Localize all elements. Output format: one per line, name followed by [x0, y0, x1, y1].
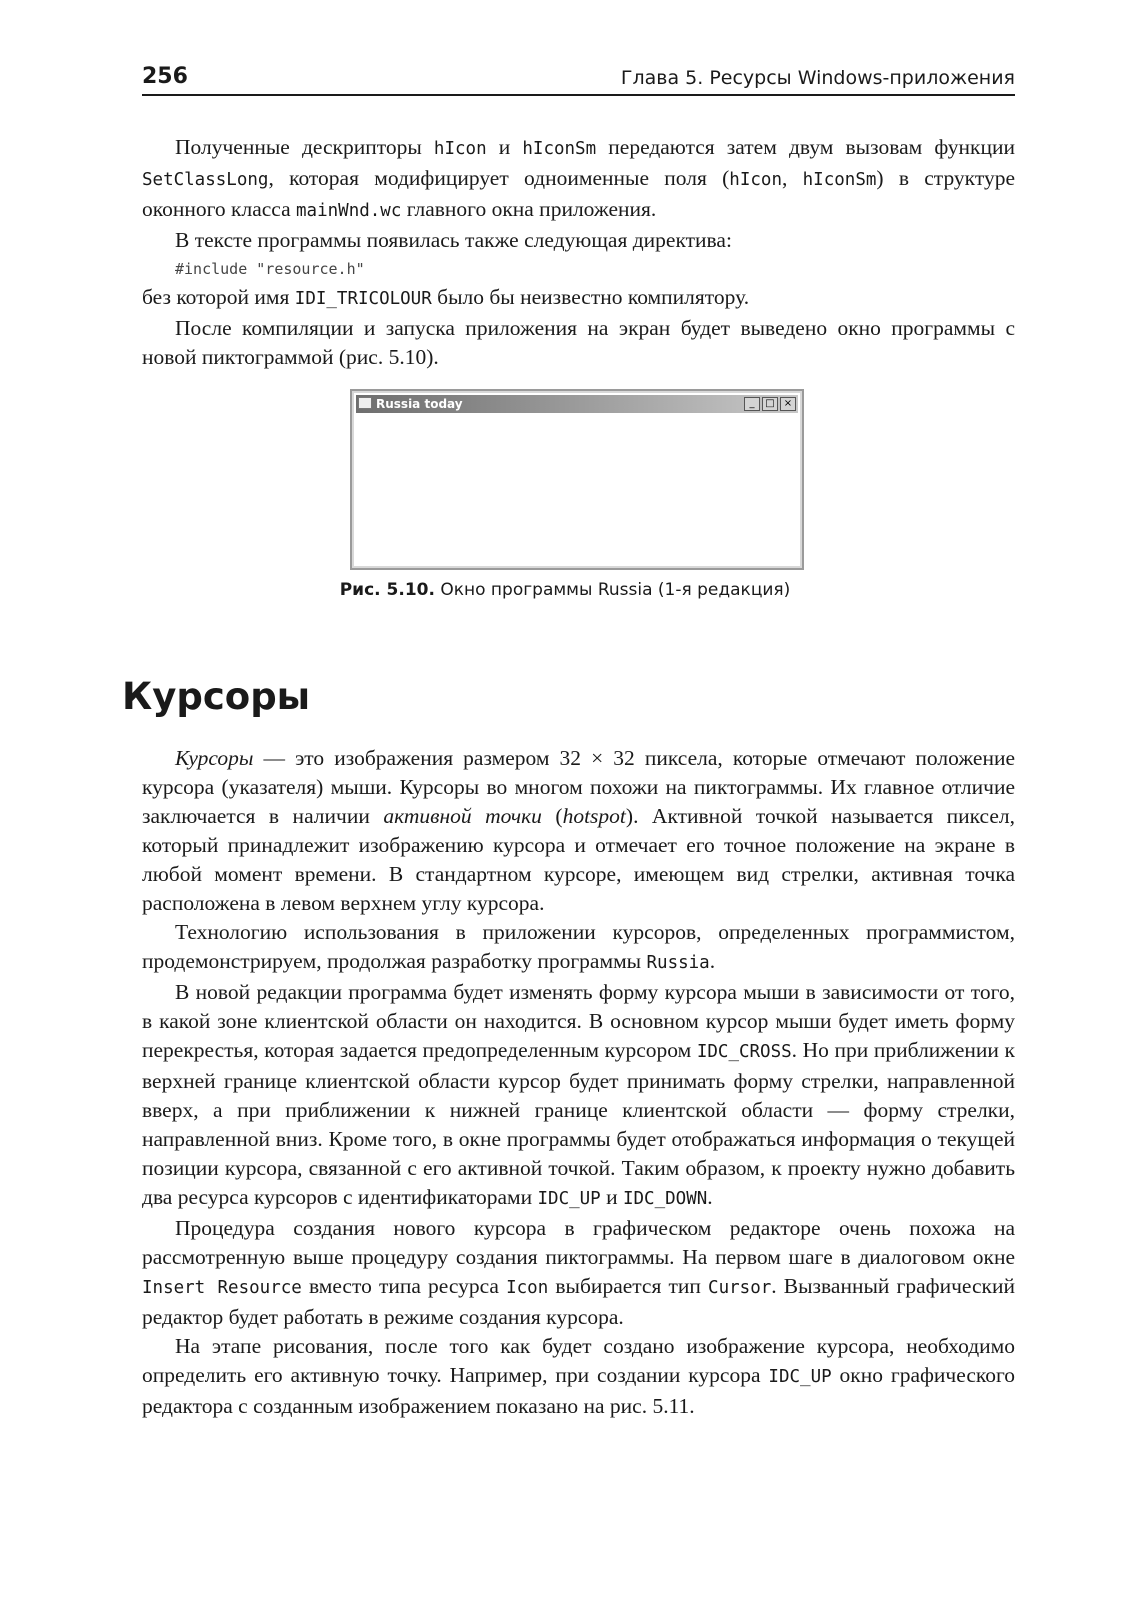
- paragraph: В новой редакции программа будет изменять форму курсора мыши в зависимости от того, в какой зоне клиентской области он находится. В основном курсор мыши будет иметь форму перекрестья, которая задается предопределенным курсором IDC_CROSS. Но при приближении к верхней границе клиентской области курсор будет принимать форму стрелки, направленной вверх, а при приближении к нижней границе клиентской области — форму стрелки, направленной вниз. Кроме того, в окне программы будет отображаться информация о текущей позиции курсора, связанной с его активной точкой. Таким образом, к проекту нужно добавить два ресурса курсоров с идентификаторами IDC_UP и IDC_DOWN.: [142, 980, 1015, 1209]
- code-line: #include "resource.h": [175, 260, 365, 278]
- paragraph: без которой имя IDI_TRICOLOUR было бы неизвестно компилятору.: [142, 285, 750, 309]
- minimize-icon: _: [744, 397, 760, 411]
- paragraph: В тексте программы появилась также следующая директива:: [175, 228, 732, 252]
- paragraph: После компиляции и запуска приложения на экран будет выведено окно программы с новой пиктограммой (рис. 5.10).: [142, 316, 1015, 369]
- paragraph: Курсоры — это изображения размером 32 × 32 пиксела, которые отмечают положение курсора (указателя) мыши. Курсоры во многом похожи на пиктограммы. Их главное отличие заключается в наличии активной точки (hotspot). Активной точкой называется пиксел, который принадлежит изображению курсора и отмечает его точное положение на экране в любой момент времени. В стандартном курсоре, имеющем вид стрелки, активная точка расположена в левом верхнем углу курсора.: [142, 746, 1016, 915]
- app-icon: [358, 397, 372, 409]
- window-title: Russia today: [376, 397, 463, 411]
- page-number: 256: [142, 64, 188, 89]
- paragraph: На этапе рисования, после того как будет создано изображение курсора, необходимо определить его активную точку. Например, при создании курсора IDC_UP окно графического редактора с созданным изображением показано на рис. 5.11.: [142, 1334, 1015, 1418]
- intro-text: [142, 133, 1015, 372]
- section-text: [142, 744, 1015, 1421]
- figure-window: [350, 389, 804, 570]
- section-title: Курсоры: [122, 675, 311, 718]
- window-titlebar: [356, 395, 798, 413]
- running-head: Глава 5. Ресурсы Windows-приложения: [620, 67, 1015, 89]
- close-icon: ×: [780, 397, 796, 411]
- paragraph: Процедура создания нового курсора в графическом редакторе очень похожа на рассмотренную выше процедуру создания пиктограммы. На первом шаге в диалоговом окне Insert Resource вместо типа ресурса Icon выбирается тип Cursor. Вызванный графический редактор будет работать в режиме создания курсора.: [142, 1216, 1016, 1329]
- paragraph: Полученные дескрипторы hIcon и hIconSm передаются затем двум вызовам функции SetClassLong, которая модифицирует одноименные поля (hIcon, hIconSm) в структуре оконного класса mainWnd.wc главного окна приложения.: [142, 135, 1016, 221]
- paragraph: Технологию использования в приложении курсоров, определенных программистом, продемонстрируем, продолжая разработку программы Russia.: [142, 920, 1015, 973]
- figure-caption: Рис. 5.10. Окно программы Russia (1-я редакция): [339, 580, 791, 600]
- maximize-icon: □: [762, 397, 778, 411]
- page-header: [142, 62, 1015, 96]
